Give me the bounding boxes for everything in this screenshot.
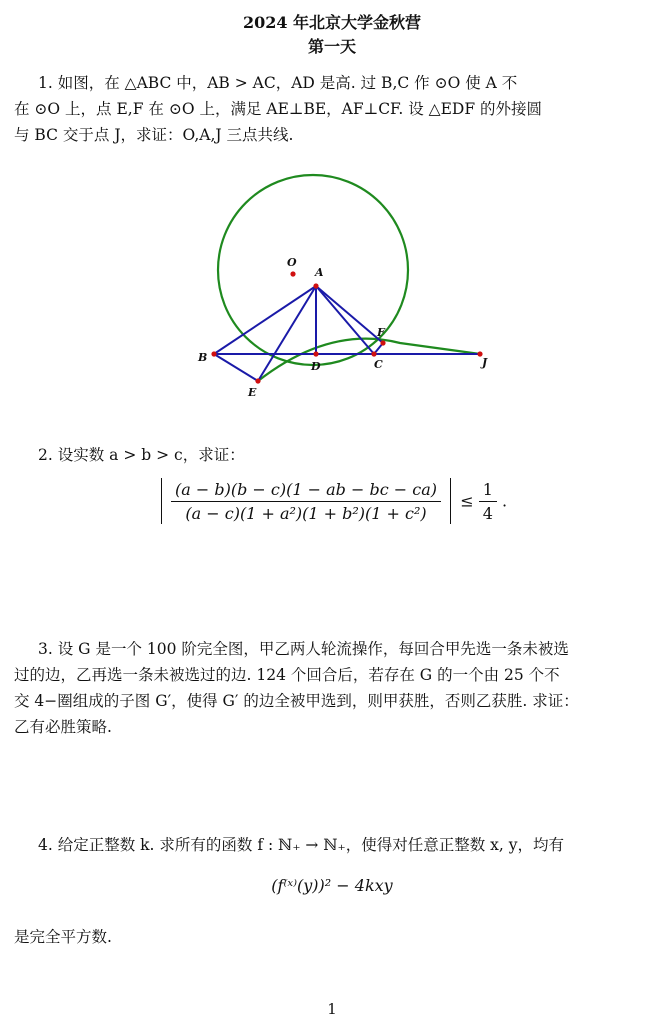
point-O xyxy=(290,271,295,276)
page-title: 2024 年北京大学金秋营 xyxy=(242,13,422,32)
inequality-denominator: (a − c)(1 + a²)(1 + b²)(1 + c²) xyxy=(185,503,427,523)
segment-BE xyxy=(214,354,258,381)
label-O: O xyxy=(287,256,297,269)
inequality-end: . xyxy=(501,491,508,511)
label-E: E xyxy=(248,386,257,399)
problem-3-line-4: 乙有必胜策略. xyxy=(14,718,112,736)
label-C: C xyxy=(374,358,383,371)
problem-4-line-2: 是完全平方数. xyxy=(14,928,112,946)
problem-4-line-1: 给定正整数 k. 求所有的函数 f : ℕ₊ → ℕ₊，使得对任意正整数 x, y，均有 xyxy=(57,836,564,854)
label-B: B xyxy=(198,351,208,364)
label-J: J xyxy=(482,356,488,369)
rhs-numerator: 1 xyxy=(479,480,497,502)
problem-3-line-1: 设 G 是一个 100 阶完全图，甲乙两人轮流操作，每回合甲先选一条未被选 xyxy=(57,640,569,658)
point-A xyxy=(313,283,318,288)
label-D: D xyxy=(311,360,321,373)
problem-1-line-1: 如图，在 △ABC 中，AB > AC，AD 是高. 过 B,C 作 ⊙O 使 A 不 xyxy=(57,74,518,92)
problem-4-number: 4. xyxy=(38,836,53,854)
problem-3-line-3: 交 4−圈组成的子图 G′，使得 G′ 的边全被甲选到，则甲获胜，否则乙获胜. 求证： xyxy=(14,692,579,710)
inequality-relation: ≤ xyxy=(460,491,474,511)
rhs-denominator: 4 xyxy=(482,503,493,523)
problem-2-number: 2. xyxy=(38,446,53,464)
problem-3-number: 3. xyxy=(38,640,53,658)
page-subtitle: 第一天 xyxy=(307,37,356,56)
segment-AF xyxy=(316,286,383,343)
geometry-figure xyxy=(0,150,664,420)
point-C xyxy=(371,351,376,356)
circle-EDF-arc xyxy=(258,339,480,381)
segment-AE xyxy=(258,286,316,381)
point-B xyxy=(211,351,216,356)
label-F: F xyxy=(377,326,385,339)
point-E xyxy=(255,378,260,383)
label-A: A xyxy=(315,266,324,279)
page-number: 1 xyxy=(327,1000,337,1018)
inequality-numerator: (a − b)(b − c)(1 − ab − bc − ca) xyxy=(171,480,441,502)
segment-AB xyxy=(214,286,316,354)
problem-3-line-2: 过的边，乙再选一条未被选过的边. 124 个回合后，若存在 G 的一个由 25 个不 xyxy=(14,666,560,684)
problem-2-text: 设实数 a > b > c，求证： xyxy=(57,446,245,464)
point-D xyxy=(313,351,318,356)
problem-1-number: 1. xyxy=(38,74,53,92)
problem-1-line-2: 在 ⊙O 上，点 E,F 在 ⊙O 上，满足 AE⊥BE，AF⊥CF. 设 △EDF 的外接圆 xyxy=(14,100,543,118)
problem-4-formula: (f⁽ˣ⁾(y))² − 4kxy xyxy=(271,876,393,895)
problem-2-inequality xyxy=(0,478,664,524)
problem-1-line-3: 与 BC 交于点 J，求证：O,A,J 三点共线. xyxy=(14,126,294,144)
point-F xyxy=(380,340,385,345)
